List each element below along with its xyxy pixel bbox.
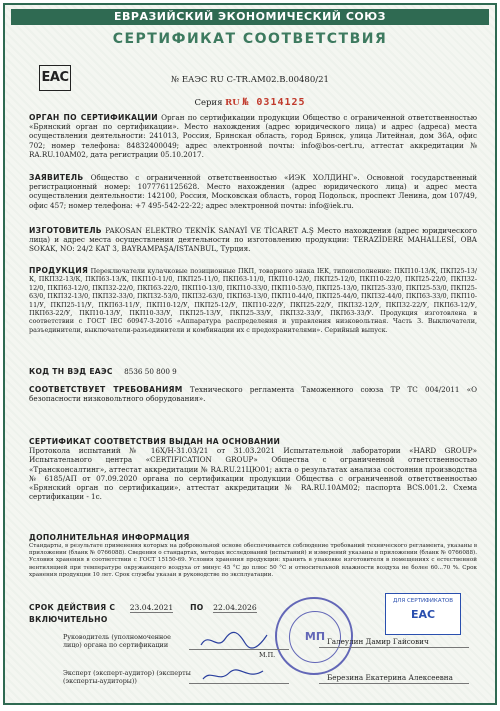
product-text: Переключатели кулачковые позиционные ПКП, товарного знака IEK, типоисполнение: ПКП10-13/К, ПКП25-13/К, ПКП32-13/К, ПКП63-13/К, ПКП10-11/0, ПКП25-11/0, ПКП63-11/0, ПКП10-12/0, ПКП25-12/0, ПКП10-22/0, ПКП25-22/0, ПКП32-12/0, ПКП63-12/0, ПКП32-22/0, ПКП63-22/0, ПКП10-13/0, ПКП10-33/0, ПКП10-53/0, ПКП25-13/0, ПКП25-33/0, ПКП25-53/0, ПКП25-63/0, ПКП32-13/0, ПКП32-33/0, ПКП32-53/0, ПКП32-63/0, ПКП63-13/0, ПКП10-44/0, ПКП25-44/0, ПКП32-44/0, ПКП63-33/0, ПКП10-11/У, ПКП25-11/У, ПКП63-11/У, ПКП10-12/У, ПКП25-12/У, ПКП10-22/У, ПКП25-22/У, ПКП32-12/У, ПКП32-22/У, ПКП63-12/У, ПКП63-22/У, ПКП10-13/У, ПКП10-33/У, ПКП25-13/У, ПКП25-33/У, ПКП32-33/У, ПКП63-33/У. Продукция изготовлена в соответствии с ГОСТ IEC 60947-3-2016 «Аппаратура распределения и управления низковольтная. Часть 3. Выключатели, разъединители, выключатели-разъединители и комбинации их с предохранителями». Серийный выпуск. bbox=[29, 267, 477, 334]
series-number: № 0314125 bbox=[242, 97, 306, 108]
series-code: RU bbox=[225, 98, 240, 108]
badge-eac-mark: ЕАС bbox=[410, 608, 436, 621]
certificate-badge bbox=[385, 593, 461, 635]
manufacturer-text: PAKOSAN ELEKTRO TEKNİK SANAYİ VE TİCARET A.Ş Место нахождения (адрес юридического лица) и адрес места осуществления деятельности по изготовлению продукции: TERAZİDERE MAHALLESİ, OBA SOKAK, NO: 24/2 KAT 3, BAYRAMPAŞA/ISTANBUL, Турция. bbox=[29, 226, 477, 254]
tnved-label: КОД ТН ВЭД ЕАЭС bbox=[29, 367, 113, 376]
validity-to-word: ПО bbox=[190, 603, 204, 612]
tnved-section bbox=[29, 367, 477, 376]
manufacturer-section bbox=[29, 226, 477, 254]
expert-signature bbox=[199, 665, 269, 689]
validity-from-date: 23.04.2021 bbox=[129, 603, 174, 612]
additional-section bbox=[29, 533, 477, 579]
certification-stamp bbox=[275, 597, 353, 675]
head-name-line bbox=[319, 647, 469, 648]
expert-signature-line bbox=[189, 683, 289, 684]
validity-to-date: 22.04.2026 bbox=[213, 603, 257, 612]
validity-from-label: СРОК ДЕЙСТВИЯ С bbox=[29, 603, 116, 612]
series-line bbox=[5, 97, 495, 108]
union-banner: ЕВРАЗИЙСКИЙ ЭКОНОМИЧЕСКИЙ СОЮЗ bbox=[11, 9, 489, 25]
validity-inclusive-label: ВКЛЮЧИТЕЛЬНО bbox=[29, 615, 108, 625]
applicant-section bbox=[29, 173, 477, 210]
product-section bbox=[29, 267, 477, 334]
expert-signature-label: Эксперт (эксперт-аудитор) (эксперты (эксперты-аудиторы)) bbox=[63, 669, 191, 685]
conformity-section bbox=[29, 385, 477, 403]
basis-text: Протокола испытаний № 16Х/Н-31.03/21 от 31.03.2021 Испытательной лаборатории «HARD GROUP» Испытательного центра «CERTIFICATION GROUP» Общества с ограниченной ответственностью «Трансконсалтинг», аттестат аккредитации № RA.RU.21ЦЮ01; акта о результатах анализа состояния производства № 6185/АП от 07.09.2020 органа по сертификации продукции Общества с ограниченной ответственностью «Брянский орган по сертификации», аттестат аккредитации № RA.RU.10AM02; паспорта BCS.001.2. Схема сертификации - 1с. bbox=[29, 446, 477, 502]
tnved-value: 8536 50 800 9 bbox=[124, 367, 177, 376]
registration-number: № ЕАЭС RU С-TR.АМ02.В.00480/21 bbox=[171, 75, 329, 85]
organ-text: Орган по сертификации продукции Общество с ограниченной ответственностью «Брянский орган по сертификации». Место нахождения (адрес юридического лица) и адрес (адреса) места осуществления деятельности: 241013, Россия, Брянская область, город Брянск, улица Литейная, дом 36А, офис 702; номер телефона: 84832400049; адрес электронной почты: info@bos-cert.ru, аттестат аккредитации № RA.RU.10AM02, дата регистрации 05.10.2017. bbox=[29, 113, 477, 159]
expert-name-line bbox=[319, 683, 469, 684]
stamp-mark: МП bbox=[289, 611, 341, 663]
badge-label: ДЛЯ СЕРТИФИКАТОВ bbox=[392, 598, 454, 604]
certificate-page bbox=[3, 3, 497, 705]
head-mp: М.П. bbox=[259, 651, 276, 659]
additional-label: ДОПОЛНИТЕЛЬНАЯ ИНФОРМАЦИЯ bbox=[29, 533, 190, 542]
conformity-text: Технического регламента Таможенного союза ТР ТС 004/2011 «О безопасности низковольтного оборудования». bbox=[29, 385, 478, 404]
head-name: Галеулин Дамир Гайсович bbox=[327, 637, 429, 646]
conformity-label: СООТВЕТСТВУЕТ ТРЕБОВАНИЯМ bbox=[29, 385, 183, 394]
certificate-title: СЕРТИФИКАТ СООТВЕТСТВИЯ bbox=[112, 31, 388, 47]
eac-logo: ЕАС bbox=[39, 65, 71, 91]
applicant-text: Общество с ограниченной ответственностью «ИЭК ХОЛДИНГ». Основной государственный регистрационный номер: 1077761125628. Место нахождения (адрес юридического лица) и адрес места осуществления деятельности: 142100, Россия, Московская область, город Подольск, проспект Ленина, дом 107/49, офис 457; номер телефона: +7 495-542-22-22; адрес электронной почты: info@iek.ru. bbox=[29, 173, 477, 210]
additional-text: Стандарты, в результате применения которых на добровольной основе обеспечивается соблюдение требований технического регламента, указаны в приложении (бланк № 0766088). Сведения о стандартах, методах исследований (испытаний) и измерений указаны в приложении (бланк № 0766088). Условия хранения в соответствии с ГОСТ 15150-69. Условия хранения продукции: хранить в упаковке изготовителя в помещениях с естественной вентиляцией при температуре окружающего воздуха от минус 45 °С до плюс 50 °С и относительной влажности воздуха не более 60...70 %. Срок хранения продукции 10 лет. Срок службы указан в руководстве по эксплуатации. bbox=[29, 543, 477, 578]
head-signature-label: Руководитель (уполномоченное лицо) органа по сертификации bbox=[63, 633, 171, 649]
organ-section bbox=[29, 113, 477, 159]
manufacturer-label: ИЗГОТОВИТЕЛЬ bbox=[29, 226, 102, 235]
organ-label: ОРГАН ПО СЕРТИФИКАЦИИ bbox=[29, 113, 158, 122]
basis-section bbox=[29, 437, 477, 501]
series-label: Серия bbox=[194, 98, 223, 108]
head-signature-line bbox=[189, 649, 289, 650]
expert-name: Березина Екатерина Алексеевна bbox=[327, 673, 453, 682]
product-label: ПРОДУКЦИЯ bbox=[29, 266, 89, 275]
basis-label: СЕРТИФИКАТ СООТВЕТСТВИЯ ВЫДАН НА ОСНОВАНИИ bbox=[29, 437, 281, 446]
applicant-label: ЗАЯВИТЕЛЬ bbox=[29, 173, 84, 182]
